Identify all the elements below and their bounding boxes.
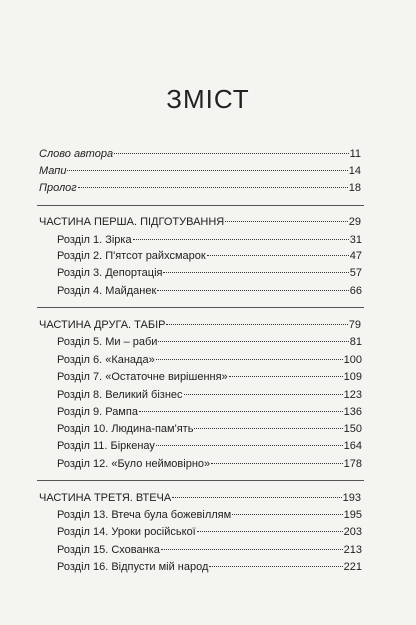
toc-entry-front-1[interactable] — [39, 164, 361, 178]
toc-chapter-12[interactable] — [57, 457, 362, 471]
part-label: ЧАСТИНА ТРЕТЯ. ВТЕЧА — [39, 492, 172, 504]
chapter-label: Розділ 8. Великий бізнес — [57, 389, 183, 401]
section-divider — [37, 205, 364, 206]
chapter-page: 195 — [343, 509, 362, 521]
toc-part-3[interactable] — [39, 491, 361, 505]
leader-dots — [78, 187, 348, 188]
chapter-label: Розділ 16. Відпусти мій народ — [57, 561, 209, 573]
toc-chapter-1[interactable] — [57, 233, 362, 247]
chapter-label: Розділ 2. П'ятсот райхсмарок — [57, 250, 206, 262]
toc-chapter-9[interactable] — [57, 405, 362, 419]
page-title: ЗМІСТ — [166, 84, 250, 114]
chapter-page: 81 — [349, 336, 362, 348]
section-divider — [37, 307, 364, 308]
chapter-page: 57 — [349, 267, 362, 279]
leader-dots — [133, 239, 349, 240]
chapter-page: 100 — [343, 354, 362, 366]
leader-dots — [211, 463, 343, 464]
toc-chapter-2[interactable] — [57, 249, 362, 263]
leader-dots — [197, 531, 343, 532]
toc-entry-front-2[interactable] — [39, 181, 361, 195]
part-label: ЧАСТИНА ДРУГА. ТАБІР — [39, 319, 166, 331]
leader-dots — [184, 394, 343, 395]
leader-dots — [139, 411, 343, 412]
toc-chapter-14[interactable] — [57, 525, 362, 539]
toc-chapter-3[interactable] — [57, 266, 362, 280]
section-divider — [37, 480, 364, 481]
toc-chapter-4[interactable] — [57, 284, 362, 298]
chapter-page: 123 — [343, 389, 362, 401]
leader-dots — [114, 153, 349, 154]
entry-label: Мапи — [39, 165, 67, 177]
leader-dots — [161, 549, 343, 550]
chapter-page: 31 — [349, 234, 362, 246]
leader-dots — [232, 514, 342, 515]
chapter-page: 136 — [343, 406, 362, 418]
chapter-label: Розділ 3. Депортація — [57, 267, 163, 279]
toc-chapter-6[interactable] — [57, 353, 362, 367]
entry-label: Слово автора — [39, 148, 114, 160]
toc-chapter-10[interactable] — [57, 422, 362, 436]
leader-dots — [194, 428, 342, 429]
chapter-label: Розділ 9. Рампа — [57, 406, 138, 418]
toc-chapter-8[interactable] — [57, 388, 362, 402]
toc-part-2[interactable] — [39, 318, 361, 332]
chapter-label: Розділ 5. Ми – раби — [57, 336, 158, 348]
chapter-page: 213 — [343, 544, 362, 556]
chapter-page: 47 — [349, 250, 362, 262]
toc-chapter-15[interactable] — [57, 543, 362, 557]
chapter-label: Розділ 14. Уроки російської — [57, 526, 196, 538]
chapter-page: 66 — [349, 285, 362, 297]
leader-dots — [158, 341, 348, 342]
chapter-page: 178 — [343, 458, 362, 470]
leader-dots — [156, 359, 343, 360]
leader-dots — [157, 290, 348, 291]
leader-dots — [172, 497, 341, 498]
chapter-page: 150 — [343, 423, 362, 435]
chapter-label: Розділ 12. «Було неймовірно» — [57, 458, 211, 470]
chapter-label: Розділ 4. Майданек — [57, 285, 157, 297]
chapter-page: 164 — [343, 440, 362, 452]
toc-part-1[interactable] — [39, 215, 361, 229]
entry-label: Пролог — [39, 182, 77, 194]
part-label: ЧАСТИНА ПЕРША. ПІДГОТУВАННЯ — [39, 216, 225, 228]
leader-dots — [163, 272, 348, 273]
leader-dots — [156, 445, 343, 446]
chapter-page: 221 — [343, 561, 362, 573]
toc-chapter-13[interactable] — [57, 508, 362, 522]
part-page: 79 — [348, 319, 361, 331]
chapter-label: Розділ 15. Схованка — [57, 544, 160, 556]
toc-entry-front-0[interactable] — [39, 147, 361, 161]
chapter-label: Розділ 7. «Остаточне вирішення» — [57, 371, 228, 383]
chapter-label: Розділ 11. Біркенау — [57, 440, 155, 452]
toc-chapter-7[interactable] — [57, 370, 362, 384]
toc-chapter-5[interactable] — [57, 335, 362, 349]
leader-dots — [166, 324, 347, 325]
leader-dots — [225, 221, 348, 222]
chapter-label: Розділ 1. Зірка — [57, 234, 132, 246]
toc-chapter-16[interactable] — [57, 560, 362, 574]
toc-chapter-11[interactable] — [57, 439, 362, 453]
entry-page: 14 — [348, 165, 361, 177]
chapter-page: 109 — [343, 371, 362, 383]
part-page: 29 — [348, 216, 361, 228]
chapter-label: Розділ 10. Людина-пам'ять — [57, 423, 194, 435]
leader-dots — [207, 255, 349, 256]
leader-dots — [229, 376, 343, 377]
chapter-page: 203 — [343, 526, 362, 538]
entry-page: 18 — [348, 182, 361, 194]
leader-dots — [67, 170, 347, 171]
part-page: 193 — [342, 492, 361, 504]
entry-page: 11 — [349, 148, 361, 160]
leader-dots — [209, 566, 342, 567]
chapter-label: Розділ 6. «Канада» — [57, 354, 155, 366]
chapter-label: Розділ 13. Втеча була божевіллям — [57, 509, 232, 521]
